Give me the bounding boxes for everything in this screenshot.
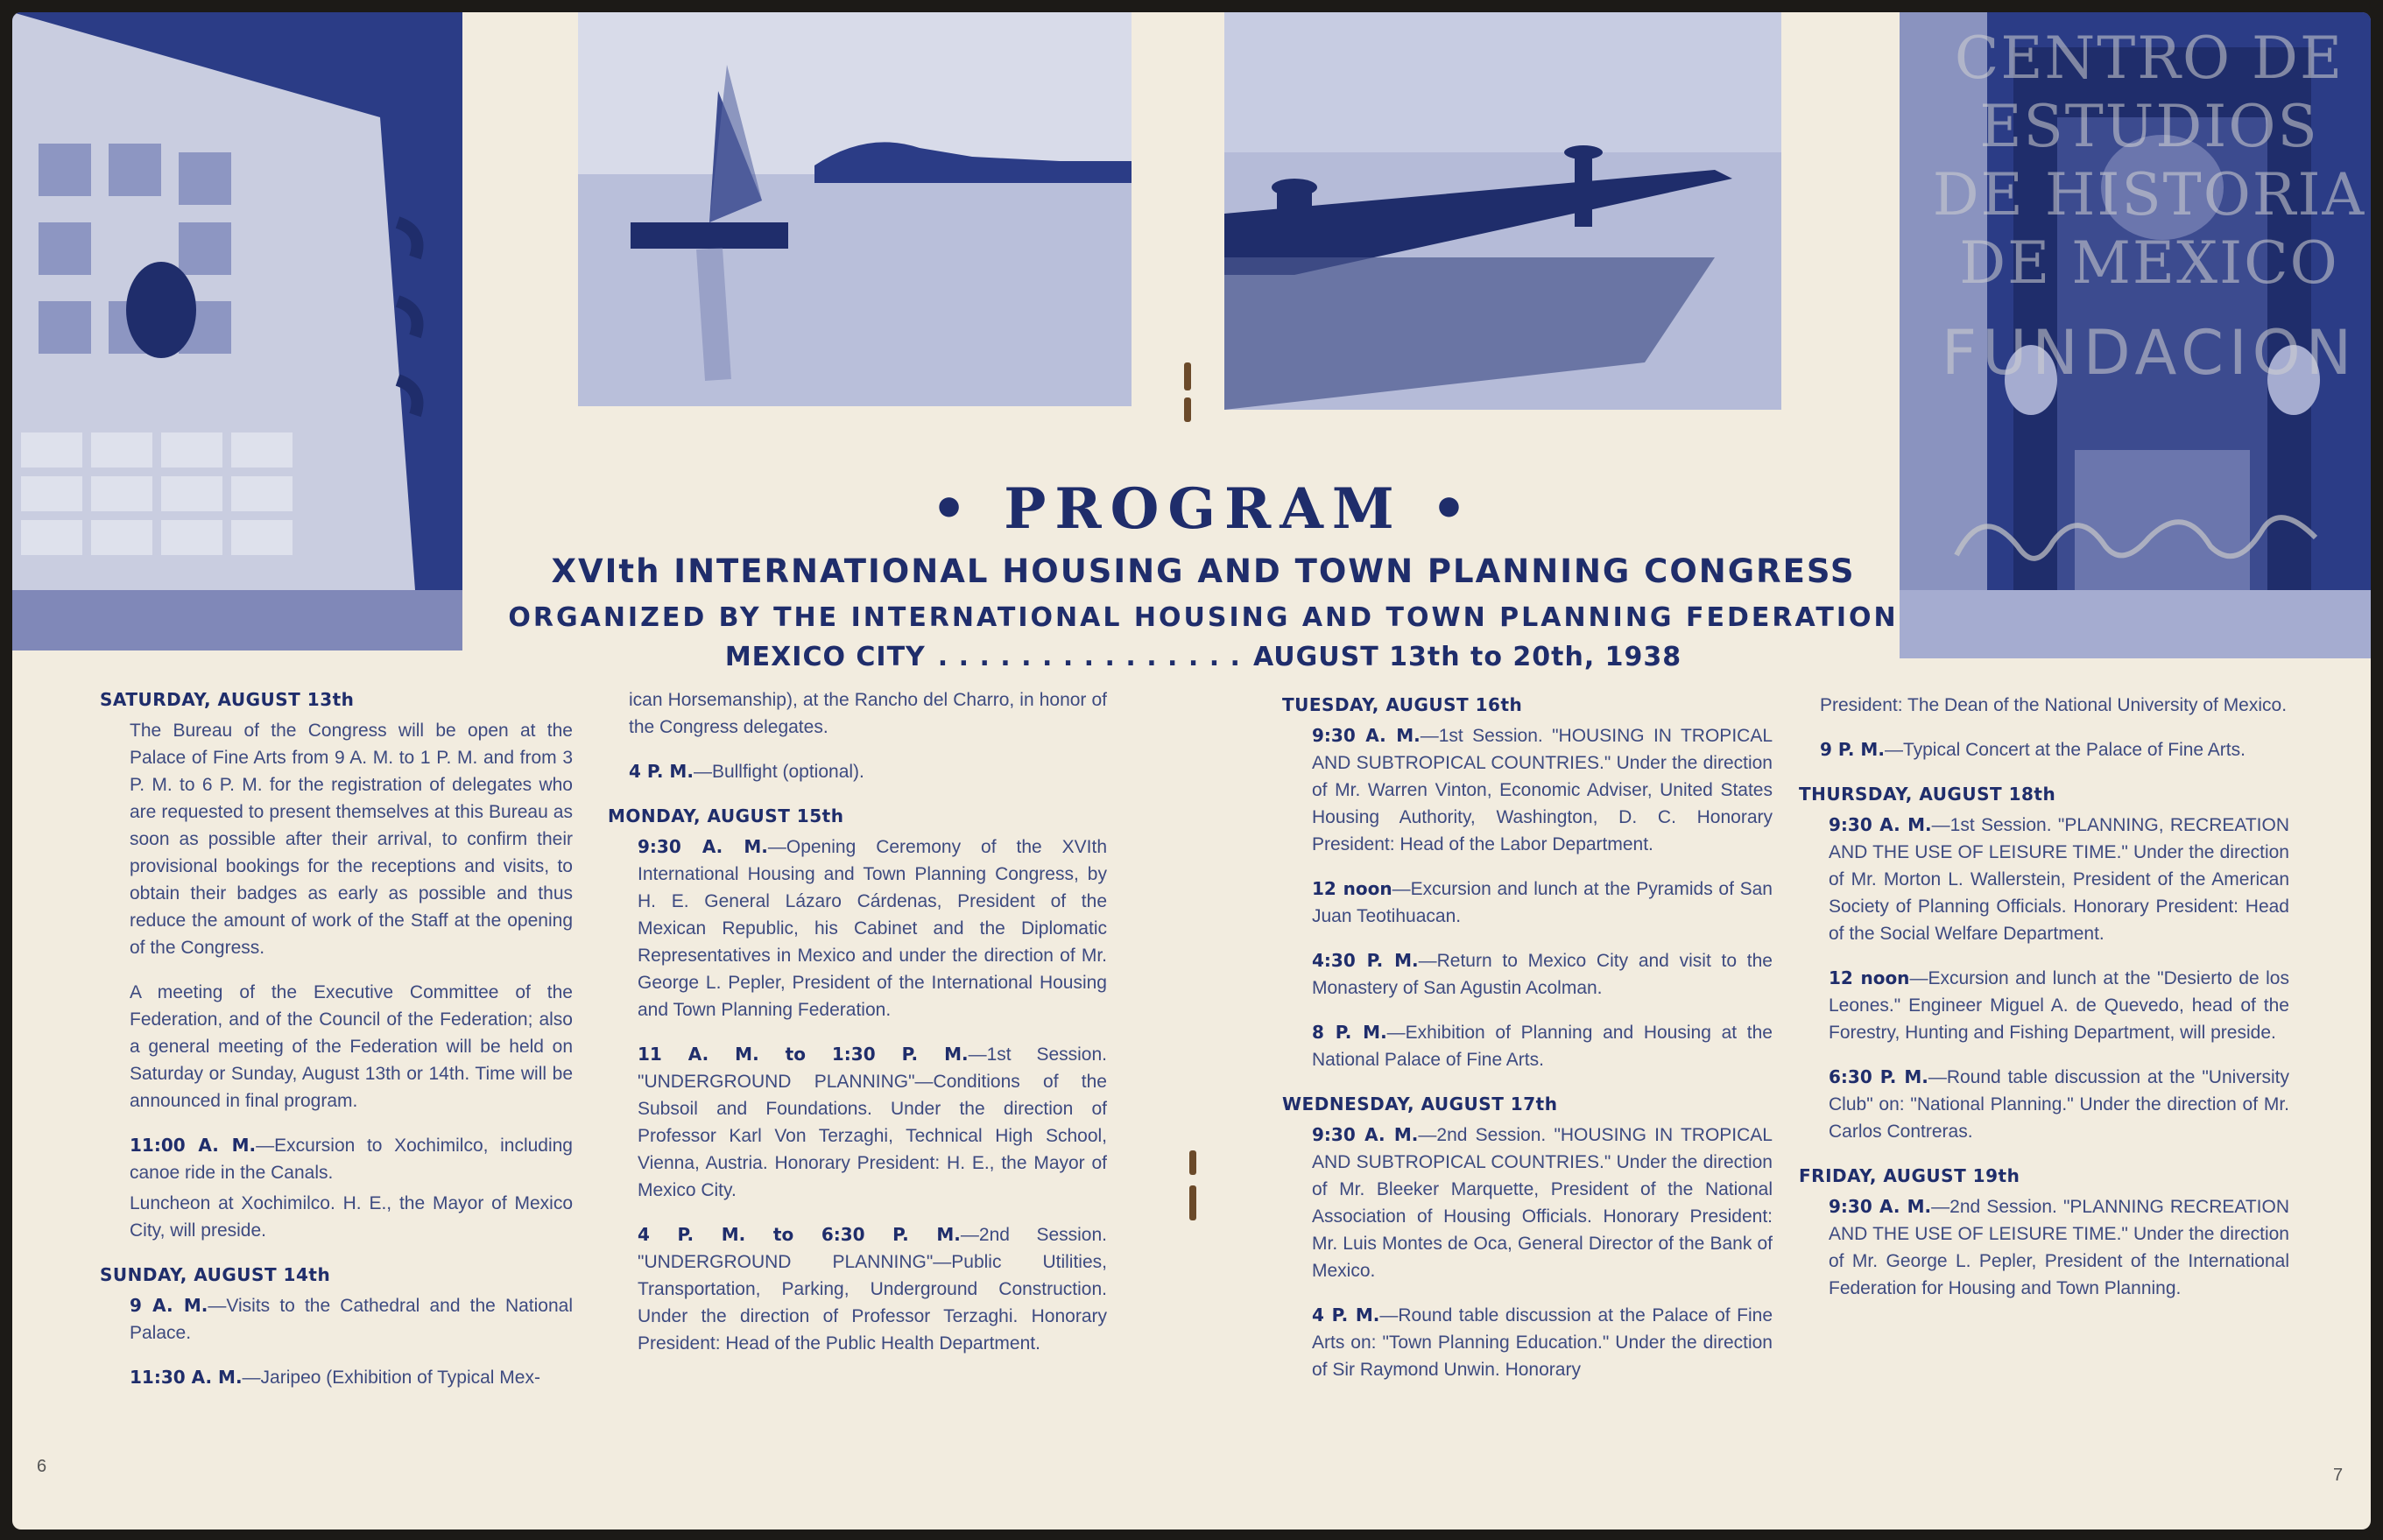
watermark-line: CENTRO DE	[1954, 25, 2344, 92]
entry-time: 4 P. M. to 6:30 P. M.	[638, 1224, 961, 1245]
day-heading: THURSDAY, AUGUST 18th	[1799, 784, 2056, 805]
staple	[1184, 397, 1191, 422]
temple-photo	[12, 12, 462, 650]
entry-text: —Opening Ceremony of the XVIth International Housing and Town Planning Congress, by H. E. General Lázaro Cárdenas, President of the Mexican Republic, his Cabinet and the Diplomatic Representatives in Mexico and under the direction of Mr. George L. Pepler, President of the International Housing and Town Planning Federation.	[638, 837, 1107, 1020]
program-column-1	[100, 686, 573, 1409]
program-entry	[1799, 736, 2289, 763]
title-block	[503, 476, 1904, 672]
entry-text: —Round table discussion at the "University Club" on: "National Planning." Under the direction of Mr. Carlos Contreras.	[1829, 1067, 2289, 1142]
entry-text: —2nd Session. "UNDERGROUND PLANNING"—Public Utilities, Transportation, Parking, Underground Construction. Under the direction of Professor Terzaghi. Honorary President: Head of the Public Health Department.	[638, 1225, 1107, 1354]
entry-time: 9 P. M.	[1820, 739, 1885, 760]
program-entry	[1799, 812, 2289, 947]
organizer-line: ORGANIZED BY THE INTERNATIONAL HOUSING AND TOWN PLANNING FEDERATION	[508, 602, 1899, 633]
program-column-3	[1282, 692, 1773, 1401]
program-entry: The Bureau of the Congress will be open at the Palace of Fine Arts from 9 A. M. to 1 P. M. and from 3 P. M. to 6 P. M. for the registration of delegates who are requested to present themselves at this Bureau as soon as possible after their arrival, to confirm their provisional bookings for the receptions and visits, to obtain their badges as early as possible and thus reduce the amount of work of the Staff at the opening of the Congress.	[130, 721, 573, 958]
entry-text: —Visits to the Cathedral and the National Palace.	[130, 1296, 573, 1343]
entry-time: 9:30 A. M.	[638, 836, 768, 857]
program-entry	[100, 1132, 573, 1186]
entry-text: —Return to Mexico City and visit to the Monastery of San Agustin Acolman.	[1312, 951, 1773, 998]
leader-dots: . . . . . . . . . . . . . . .	[937, 642, 1241, 672]
program-entry	[1282, 875, 1773, 930]
program-entry	[1282, 1122, 1773, 1284]
entry-time: 9:30 A. M.	[1312, 725, 1421, 746]
staple	[1189, 1185, 1196, 1220]
day-heading: SATURDAY, AUGUST 13th	[100, 689, 355, 710]
entry-time: 9:30 A. M.	[1829, 814, 1932, 835]
entry-time: 11:30 A. M.	[130, 1367, 243, 1388]
program-entry: ican Horsemanship), at the Rancho del Charro, in honor of the Congress delegates.	[629, 690, 1107, 737]
program-entry	[1799, 965, 2289, 1046]
day-heading: FRIDAY, AUGUST 19th	[1799, 1165, 2020, 1186]
entry-time: 9 A. M.	[130, 1295, 208, 1316]
program-entry	[608, 758, 1107, 785]
program-entry: President: The Dean of the National University of Mexico.	[1820, 695, 2288, 715]
program-column-4	[1799, 692, 2289, 1319]
staple	[1189, 1150, 1196, 1175]
day-heading: MONDAY, AUGUST 15th	[608, 805, 844, 826]
entry-time: 4:30 P. M.	[1312, 950, 1419, 971]
entry-time: 9:30 A. M.	[1312, 1124, 1419, 1145]
entry-time: 6:30 P. M.	[1829, 1066, 1928, 1087]
entry-time: 11:00 A. M.	[130, 1135, 257, 1156]
sailboat-photo	[578, 12, 1132, 406]
entry-time: 11 A. M. to 1:30 P. M.	[638, 1044, 969, 1065]
program-entry	[100, 1292, 573, 1347]
entry-text: —Exhibition of Planning and Housing at the National Palace of Fine Arts.	[1312, 1023, 1773, 1070]
program-entry	[1282, 722, 1773, 858]
entry-text: —Typical Concert at the Palace of Fine Arts.	[1884, 740, 2246, 760]
entry-time: 4 P. M.	[629, 761, 694, 782]
entry-text: —Excursion and lunch at the "Desierto de los Leones." Engineer Miguel A. de Quevedo, head of the Forestry, Hunting and Fishing Department, will preside.	[1829, 968, 2289, 1043]
page-number-left: 6	[37, 1457, 47, 1476]
program-entry	[608, 833, 1107, 1023]
entry-text: —2nd Session. "PLANNING RECREATION AND THE USE OF LEISURE TIME." Under the direction of Mr. George L. Pepler, President of the International Federation for Housing and Town Planning.	[1829, 1197, 2289, 1298]
program-entry: Luncheon at Xochimilco. H. E., the Mayor of Mexico City, will preside.	[130, 1193, 573, 1241]
entry-text: —2nd Session. "HOUSING IN TROPICAL AND SUBTROPICAL COUNTRIES." Under the direction of Mr. Bleeker Marquette, President of the National Association of Housing Officials. Honorary President: Mr. Luis Montes de Oca, General Director of the Bank of Mexico.	[1312, 1125, 1773, 1281]
watermark-line: FUNDACION	[1941, 317, 2358, 389]
watermark-line: DE HISTORIA	[1932, 161, 2366, 229]
entry-text: —1st Session. "HOUSING IN TROPICAL AND SUBTROPICAL COUNTRIES." Under the direction of Mr. Warren Vinton, Economic Adviser, United States Housing Authority, Washington, D. C. Honorary President: Head of the Labor Department.	[1312, 726, 1773, 854]
day-heading: TUESDAY, AUGUST 16th	[1282, 694, 1523, 715]
entry-time: 8 P. M.	[1312, 1022, 1387, 1043]
program-entry	[1799, 1193, 2289, 1302]
program-entry	[1282, 1302, 1773, 1383]
entry-time: 12 noon	[1312, 878, 1392, 899]
congress-dates: AUGUST 13th to 20th, 1938	[1252, 642, 1682, 672]
program-entry	[608, 1041, 1107, 1204]
program-title: • PROGRAM •	[931, 476, 1476, 542]
entry-text: —Excursion and lunch at the Pyramids of San Juan Teotihuacan.	[1312, 879, 1773, 926]
entry-text: —1st Session. "UNDERGROUND PLANNING"—Conditions of the Subsoil and Foundations. Under the direction of Professor Karl Von Terzaghi, Technical High School, Vienna, Austria. Honorary President: H. E., the Mayor of Mexico City.	[638, 1044, 1107, 1200]
entry-text: —Jaripeo (Exhibition of Typical Mex-	[242, 1368, 540, 1388]
watermark-line: DE MEXICO	[1959, 229, 2339, 297]
fisherman-photo	[1224, 12, 1781, 410]
program-entry	[1282, 1019, 1773, 1073]
entry-text: —Excursion to Xochimilco, including canoe ride in the Canals.	[130, 1136, 573, 1183]
congress-title: XVIth INTERNATIONAL HOUSING AND TOWN PLANNING CONGRESS	[551, 552, 1856, 590]
program-entry	[608, 1221, 1107, 1357]
program-entry	[100, 1364, 573, 1391]
day-heading: WEDNESDAY, AUGUST 17th	[1282, 1093, 1558, 1115]
entry-time: 9:30 A. M.	[1829, 1196, 1932, 1217]
program-entry: A meeting of the Executive Committee of the Federation, and of the Council of the Federation; also a general meeting of the Federation will be held on Saturday or Sunday, August 13th or 14th. Time will be announced in final program.	[130, 982, 573, 1111]
entry-text: —Bullfight (optional).	[693, 762, 864, 782]
program-entry	[1282, 947, 1773, 1002]
staple	[1184, 362, 1191, 390]
program-column-2	[608, 686, 1107, 1375]
entry-time: 4 P. M.	[1312, 1304, 1380, 1326]
entry-text: —Round table discussion at the Palace of Fine Arts on: "Town Planning Education." Under the direction of Sir Raymond Unwin. Honorary	[1312, 1305, 1773, 1380]
brochure-spread	[12, 12, 2371, 1529]
watermark-line: ESTUDIOS	[1979, 93, 2319, 160]
program-entry	[1799, 1064, 2289, 1145]
entry-time: 12 noon	[1829, 967, 1910, 988]
city: MEXICO CITY	[724, 642, 926, 672]
signature-mark	[1930, 476, 2368, 599]
day-heading: SUNDAY, AUGUST 14th	[100, 1264, 331, 1285]
city-date-line	[503, 642, 1904, 672]
entry-text: —1st Session. "PLANNING, RECREATION AND THE USE OF LEISURE TIME." Under the direction of Mr. Morton L. Wallerstein, President of the American Society of Planning Officials. Honorary President: Head of the Social Welfare Department.	[1829, 815, 2289, 944]
page-number-right: 7	[2333, 1466, 2344, 1485]
